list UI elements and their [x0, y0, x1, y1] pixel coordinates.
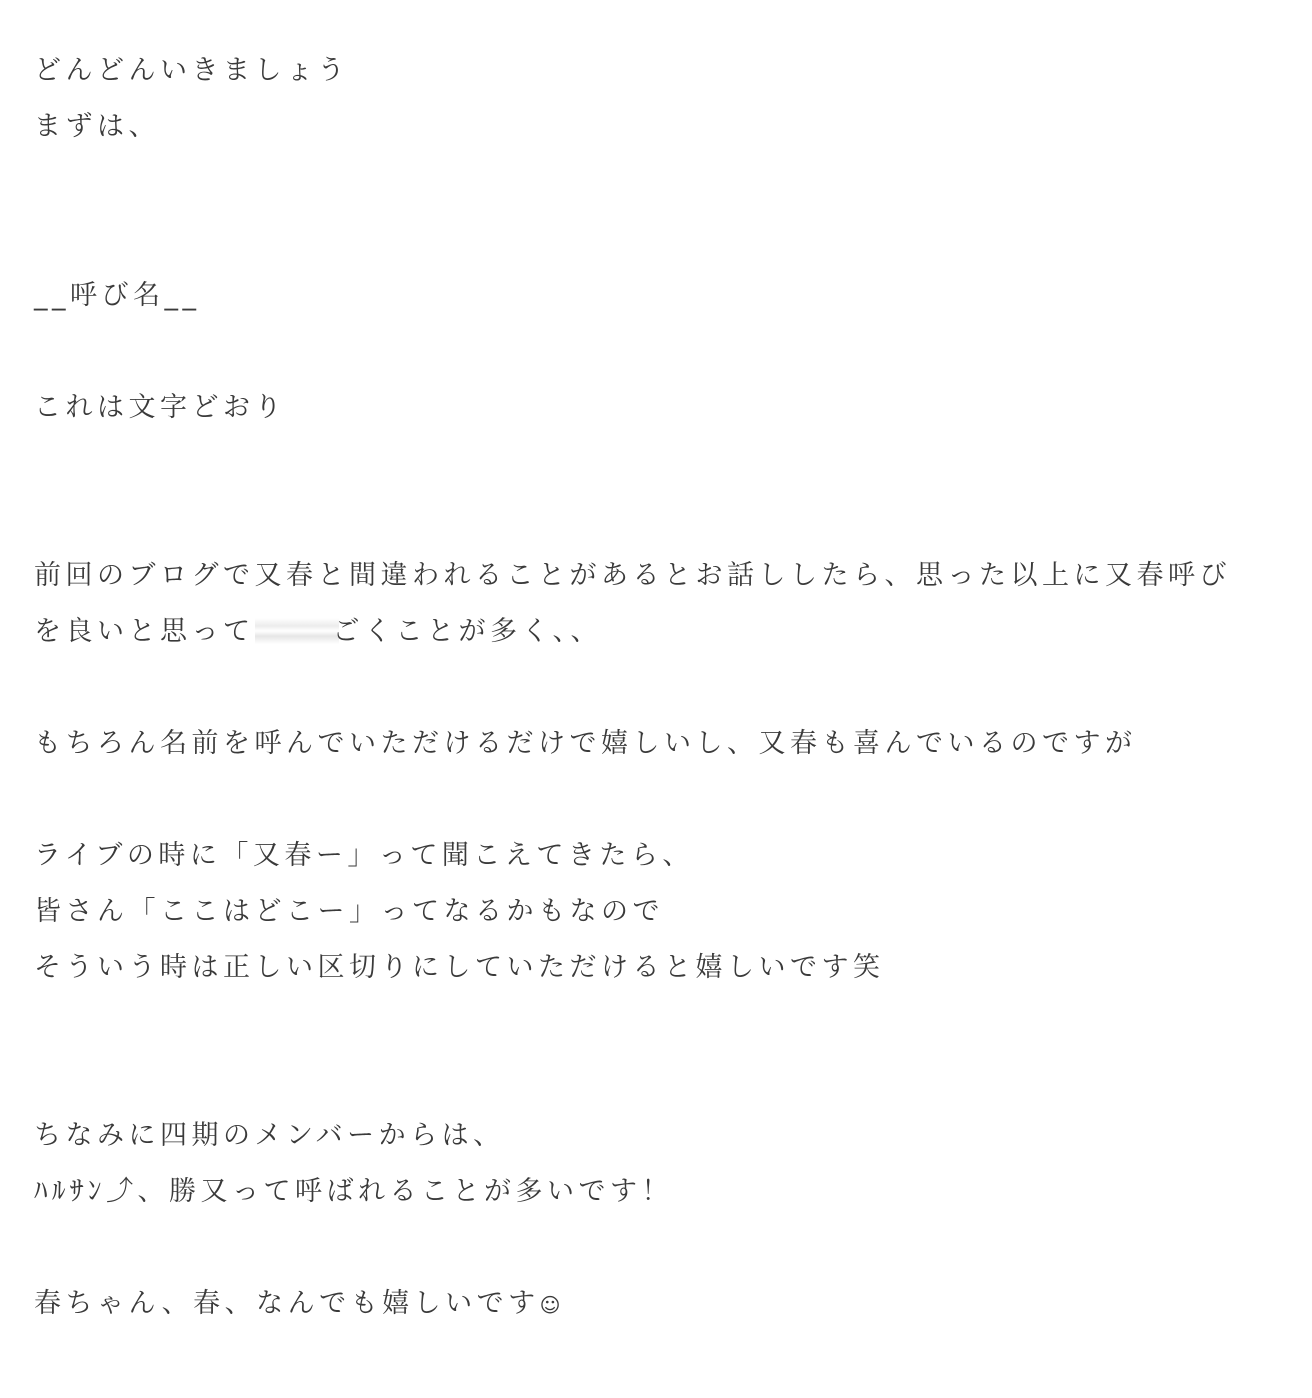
post-text-line: ライブの時に「又春ー」って聞こえてきたら、: [34, 840, 694, 871]
post-text-fragment: 春ちゃん、春、なんでも嬉しいです: [34, 1288, 540, 1319]
blurred-region: [255, 618, 339, 644]
smiley-icon: ☺︎: [539, 1293, 561, 1317]
post-text-line: もちろん名前を呼んでいただけるだけで嬉しいし、又春も喜んでいるのですが: [34, 728, 1137, 759]
section-heading: __呼び名__: [34, 280, 201, 311]
post-text-line: ﾊﾙｻﾝ⤴︎、勝又って呼ばれることが多いです！: [34, 1176, 673, 1207]
post-text-fragment: を良いと思って: [34, 616, 255, 647]
post-text-line: まずは、: [34, 111, 160, 142]
post-text-line: ちなみに四期のメンバーからは、: [34, 1120, 505, 1151]
post-text-line: これは文字どおり: [34, 392, 286, 423]
post-text-line: [34, 615, 602, 649]
post-text-line: そういう時は正しい区切りにしていただけると嬉しいです笑: [34, 952, 885, 983]
post-text-line: どんどんいきましょう: [34, 55, 349, 86]
post-text-fragment: ごくことが多く、、: [332, 616, 602, 647]
post-text-line: 皆さん「ここはどこー」ってなるかもなので: [34, 896, 664, 927]
post-text-line: [34, 1287, 560, 1322]
post-text-line: 前回のブログで又春と間違われることがあるとお話ししたら、思った以上に又春呼び: [34, 560, 1231, 591]
